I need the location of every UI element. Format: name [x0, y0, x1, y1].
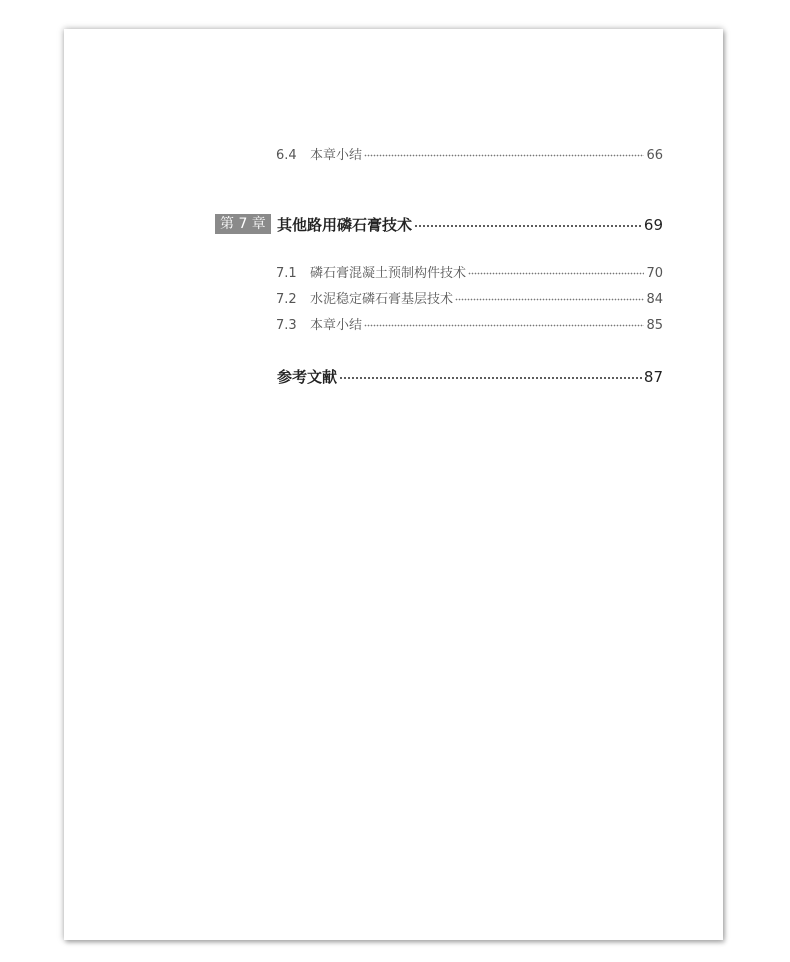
toc-chapter-7[interactable]	[277, 214, 663, 235]
page-number: 84	[646, 292, 663, 307]
page-number: 70	[646, 266, 663, 281]
section-number: 7.2	[276, 292, 297, 307]
dot-leader	[455, 290, 644, 303]
section-number: 6.4	[276, 148, 297, 163]
book-page	[64, 29, 723, 940]
section-title: 本章小结	[310, 148, 363, 163]
page-number: 66	[646, 148, 663, 163]
dot-leader	[468, 264, 644, 277]
references-title: 参考文献	[277, 368, 338, 386]
dot-leader	[339, 367, 642, 382]
page-number: 69	[643, 216, 663, 234]
toc-entry-7-2[interactable]	[276, 288, 663, 307]
section-number: 7.1	[276, 266, 297, 281]
dot-leader	[364, 316, 644, 329]
section-number: 7.3	[276, 318, 297, 333]
dot-leader	[364, 146, 644, 159]
chapter-badge: 第 7 章	[215, 214, 271, 234]
page-number: 85	[646, 318, 663, 333]
toc-entry-6-4[interactable]	[276, 144, 663, 163]
toc-references[interactable]	[277, 366, 663, 387]
section-title: 磷石膏混凝土预制构件技术	[310, 266, 467, 281]
dot-leader	[414, 215, 642, 230]
section-title: 本章小结	[310, 318, 363, 333]
chapter-title: 其他路用磷石膏技术	[277, 216, 413, 234]
toc-entry-7-3[interactable]	[276, 314, 663, 333]
page-number: 87	[643, 368, 663, 386]
section-title: 水泥稳定磷石膏基层技术	[310, 292, 454, 307]
toc-entry-7-1[interactable]	[276, 262, 663, 281]
